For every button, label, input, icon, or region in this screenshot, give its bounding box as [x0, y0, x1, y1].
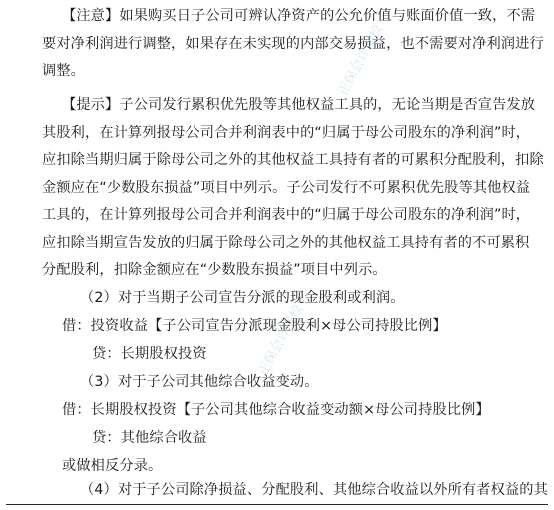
tip-line-4: 金额应在“少数股东损益”项目中列示。子公司发行不可累积优先股等其他权益 — [42, 180, 531, 196]
note-line-3: 调整。 — [42, 63, 86, 79]
section-3-credit-entry: 贷：其他综合收益 — [92, 430, 207, 446]
tip-line-6: 应扣除当期宣告发放的归属于除母公司之外的其他权益工具持有者的不可累积 — [42, 235, 530, 251]
bottom-divider — [6, 504, 548, 505]
section-2-credit-entry: 贷：长期股权投资 — [92, 346, 207, 362]
section-4-line-1: （4）对于子公司除净损益、分配股利、其他综合收益以外所有者权益的其 — [80, 482, 548, 498]
tip-line-7: 分配股利，扣除金额应在“少数股东损益”项目中列示。 — [42, 262, 387, 278]
section-3-heading: （3）对于子公司其他综合收益变动。 — [80, 374, 319, 390]
tip-line-5: 工具的，在计算列报母公司合并利润表中的“归属于母公司股东的净利润”时， — [42, 207, 531, 223]
watermark-middle: 正保会计网校 — [255, 302, 306, 379]
section-3-alt-entry: 或做相反分录。 — [62, 458, 163, 474]
tip-line-3: 应扣除当期归属于除母公司之外的其他权益工具持有者的可累积分配股利，扣除 — [42, 152, 544, 168]
section-2-debit-entry: 借：投资收益【子公司宣告分派现金股利×母公司持股比例】 — [62, 318, 447, 334]
tip-line-2: 其股利，在计算列报母公司合并利润表中的“归属于母公司股东的净利润”时， — [42, 125, 531, 141]
section-2-heading: （2）对于当期子公司宣告分派的现金股利或利润。 — [80, 290, 405, 306]
watermark-top: 正保会计网校 — [335, 22, 386, 99]
note-line-1: 【注意】如果购买日子公司可辨认净资产的公允价值与账面价值一致，不需 — [62, 8, 536, 24]
tip-line-1: 【提示】子公司发行累积优先股等其他权益工具的，无论当期是否宣告发放 — [62, 97, 536, 113]
note-line-2: 要对净利润进行调整，如果存在未实现的内部交易损益，也不需要对净利润进行 — [42, 36, 544, 52]
section-3-debit-entry: 借：长期股权投资【子公司其他综合收益变动额×母公司持股比例】 — [62, 402, 490, 418]
